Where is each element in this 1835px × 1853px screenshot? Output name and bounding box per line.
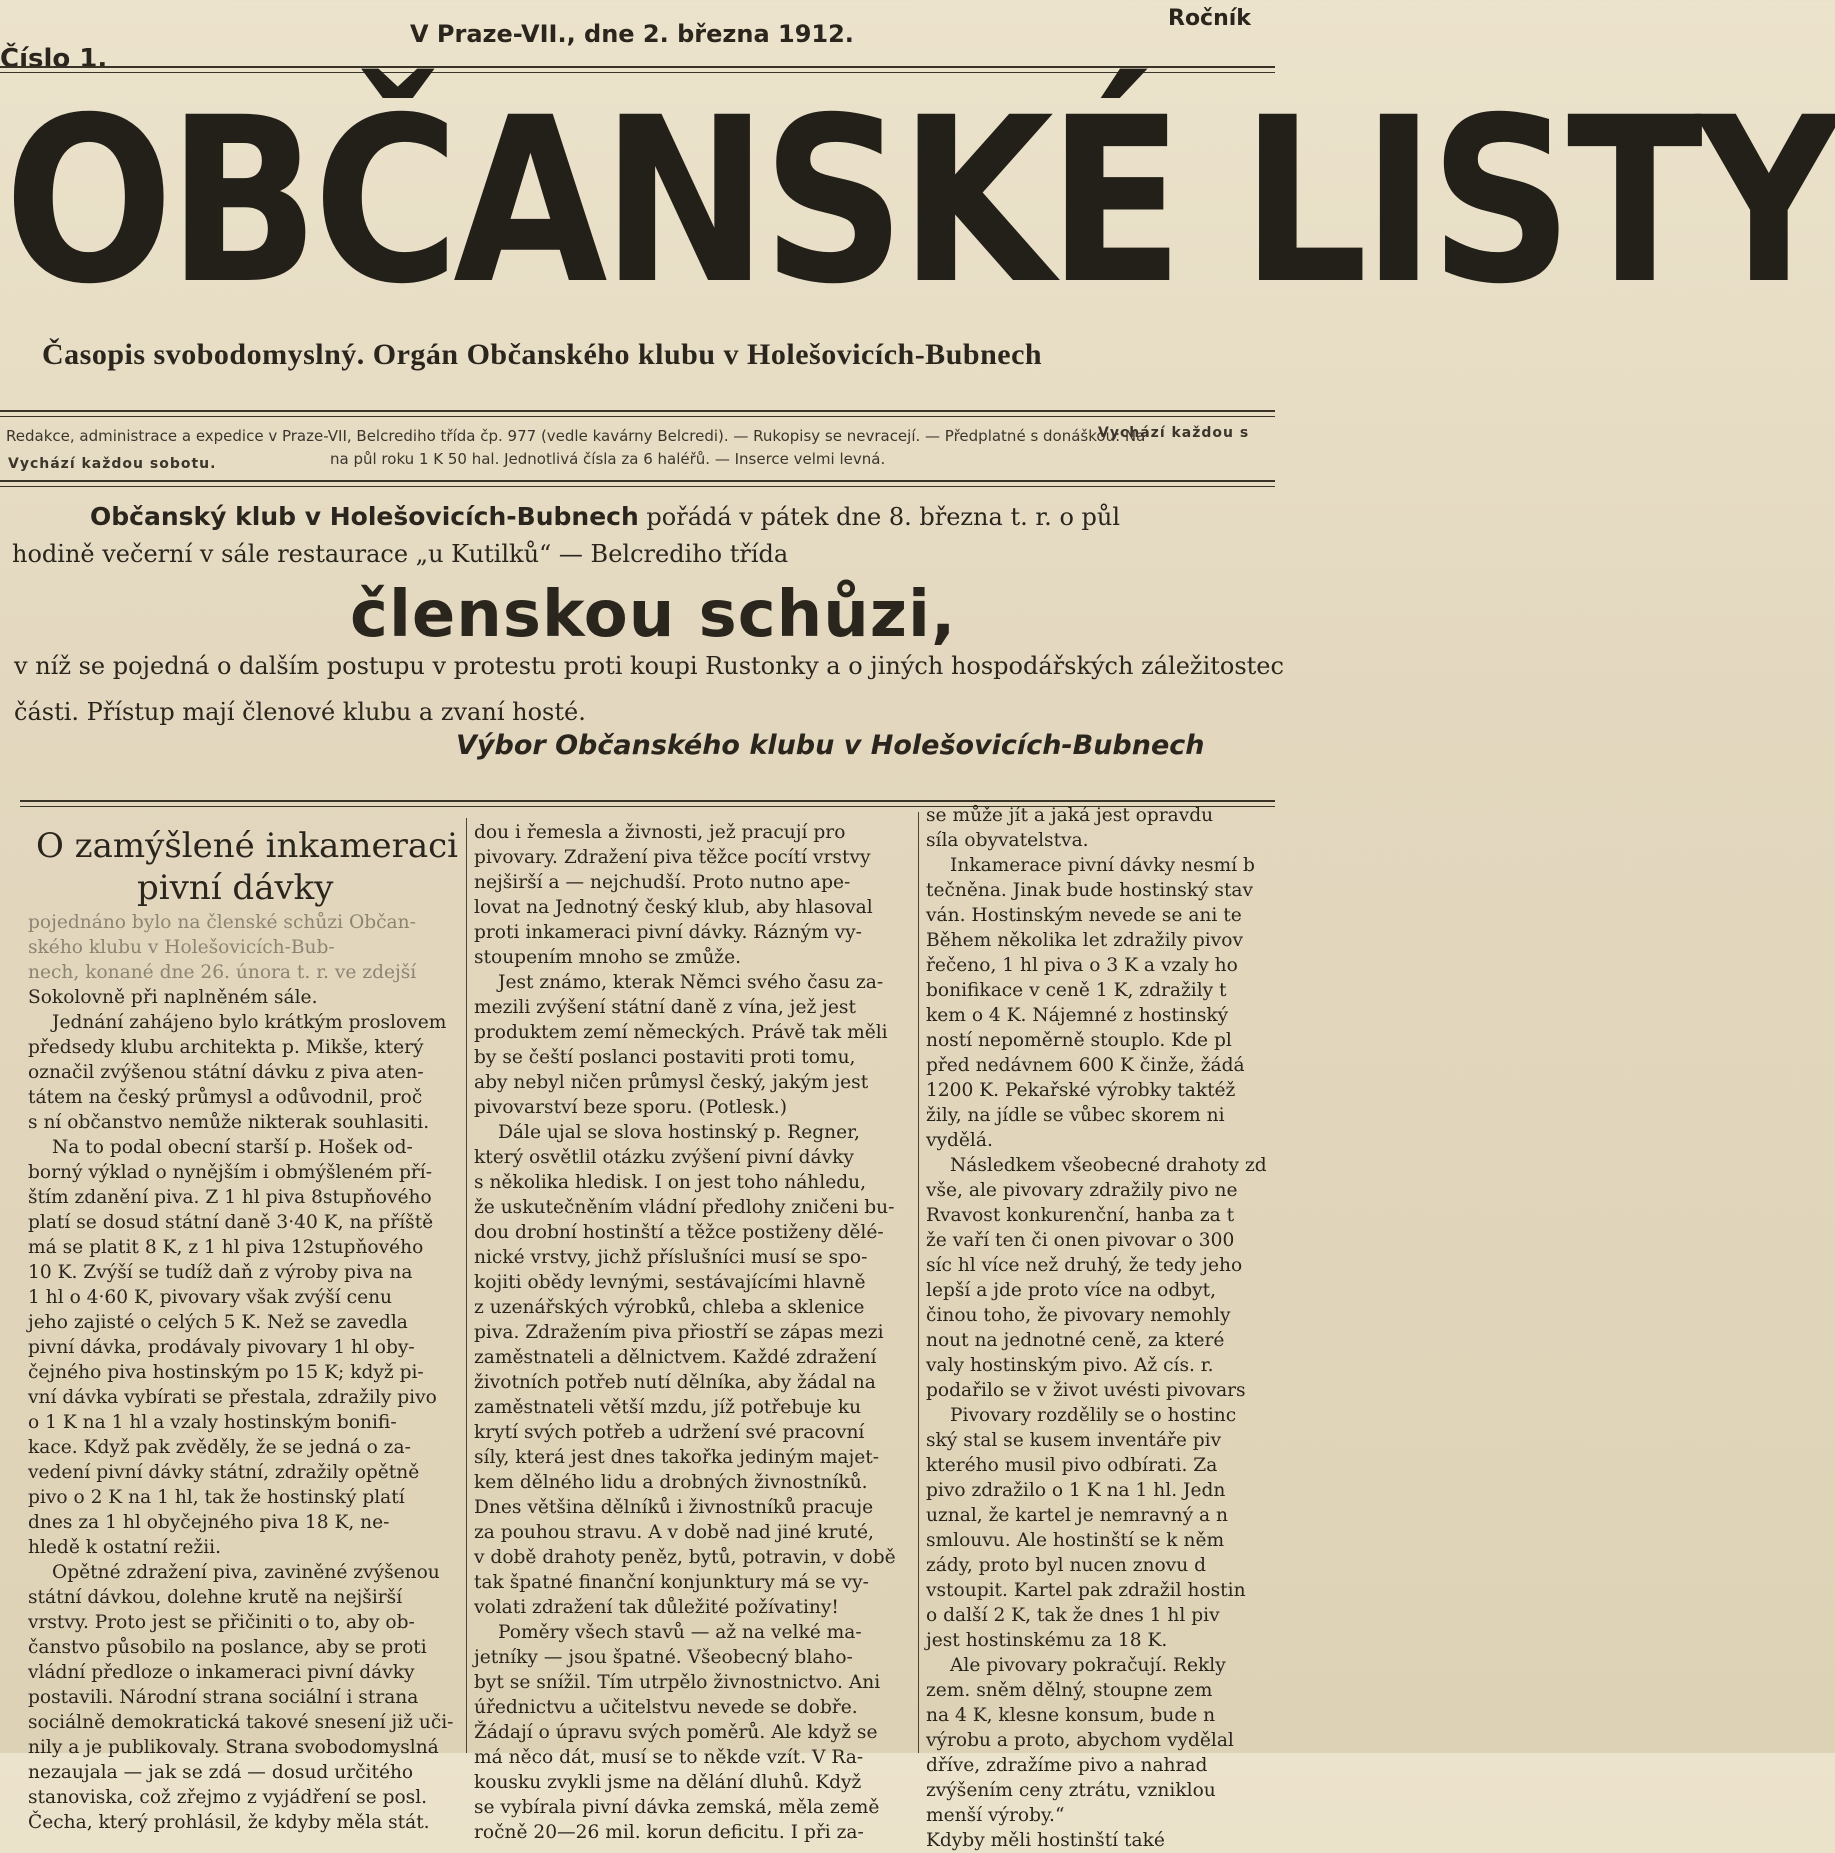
imprint-line-1: Redakce, administrace a expedice v Praze-VII, Belcrediho třída čp. 977 (vedle kavárny Belcredi). — Rukopisy se nevracejí. — Předplatné s donáškou: Na xyxy=(6,427,1146,445)
article-text-line: smlouvu. Ale hostinští se k něm xyxy=(926,1530,1225,1551)
article-text-line: Dále ujal se slova hostinský p. Regner, xyxy=(498,1122,860,1143)
article-text-line: platí se dosud státní daně 3·40 K, na příště xyxy=(28,1212,434,1233)
article-text-line: vše, ale pivovary zdražily pivo ne xyxy=(926,1180,1238,1201)
article-text-line: dnes za 1 hl obyčejného piva 18 K, ne- xyxy=(28,1512,390,1533)
article-text-line: proti inkameraci pivní dávky. Rázným vy- xyxy=(474,922,862,943)
article-text-line: byt se snížil. Tím utrpělo živnostnictvo. Ani xyxy=(474,1672,881,1693)
rule xyxy=(0,416,1275,417)
notice-line-4: části. Přístup mají členové klubu a zvaní hosté. xyxy=(14,698,586,726)
article-text-line: Opětné zdražení piva, zaviněné zvýšenou xyxy=(52,1562,440,1583)
article-text-line: postavili. Národní strana sociální i strana xyxy=(28,1687,419,1708)
article-text-line: lovat na Jednotný český klub, aby hlasoval xyxy=(474,897,873,918)
article-text-line: pivo o 2 K na 1 hl, tak že hostinský platí xyxy=(28,1487,405,1508)
article-column-3 xyxy=(926,803,1286,1853)
article-text-line: Sokolovně při naplněném sále. xyxy=(28,987,318,1008)
article-text-line: pivní dávka, prodávaly pivovary 1 hl oby- xyxy=(28,1337,415,1358)
article-text-line: nezaujala — jak se zdá — dosud určitého xyxy=(28,1762,414,1783)
rule xyxy=(0,486,1275,487)
article-column-1 xyxy=(28,910,458,1835)
article-text-line: čejného piva hostinským po 15 K; když pi- xyxy=(28,1362,424,1383)
rule xyxy=(0,480,1275,482)
article-text-line: o 1 K na 1 hl a vzaly hostinským bonifi- xyxy=(28,1412,397,1433)
article-text-line: z uzenářských výrobků, chleba a sklenice xyxy=(474,1297,865,1318)
imprint-right: Vychází každou s xyxy=(1098,425,1250,441)
article-text-line: ročně 20—26 mil. korun deficitu. I při za- xyxy=(474,1822,864,1843)
article-text-line: kojiti obědy levnými, sestávajícími hlavně xyxy=(474,1272,866,1293)
article-text-line: který osvětlil otázku zvýšení pivní dávky xyxy=(474,1147,854,1168)
article-text-line: vládní předloze o inkameraci pivní dávky xyxy=(28,1662,415,1683)
article-text-line: zvýšením ceny ztrátu, vzniklou xyxy=(926,1780,1216,1801)
article-text-line: že vaří ten či onen pivovar o 300 xyxy=(926,1230,1235,1251)
article-text-line: hledě k ostatní režii. xyxy=(28,1537,222,1558)
article-text-line: kousku zvykli jsme na dělání dluhů. Když xyxy=(474,1772,862,1793)
article-text-line: že uskutečněním vládní předlohy zničeni bu- xyxy=(474,1197,895,1218)
article-text-line: zaměstnateli a dělnictvem. Každé zdražení xyxy=(474,1347,877,1368)
article-text-line: štím zdanění piva. Z 1 hl piva 8stupňového xyxy=(28,1187,432,1208)
article-text-line: ností nepoměrně stouplo. Kde pl xyxy=(926,1030,1232,1051)
notice-line-3: v níž se pojedná o dalším postupu v protestu proti koupi Rustonky a o jiných hospodářských záležitostec xyxy=(14,652,1284,680)
article-text-line: volati zdražení tak důležité požívatiny! xyxy=(474,1597,839,1618)
notice-line-1-text: pořádá v pátek dne 8. března t. r. o půl xyxy=(638,503,1121,531)
notice-club-name: Občanský klub v Holešovicích-Bubnech xyxy=(90,502,639,531)
article-text-line: síc hl více než druhý, že tedy jeho xyxy=(926,1255,1243,1276)
article-text-line: vydělá. xyxy=(926,1130,993,1151)
issue-number: Číslo 1. xyxy=(0,44,108,74)
article-text-line: Jest známo, kterak Němci svého času za- xyxy=(498,972,884,993)
article-text-line: síla obyvatelstva. xyxy=(926,830,1089,851)
notice-signature: Výbor Občanského klubu v Holešovicích-Bubnech xyxy=(456,730,1205,761)
article-text-line: žily, na jídle se vůbec skorem ni xyxy=(926,1105,1225,1126)
article-text-line: uznal, že kartel je nemravný a n xyxy=(926,1505,1229,1526)
article-text-line: zaměstnateli větší mzdu, jíž potřebuje ku xyxy=(474,1397,862,1418)
article-text-line: sociálně demokratická takové snesení již uči- xyxy=(28,1712,454,1733)
article-text-line: podařilo se v život uvésti pivovars xyxy=(926,1380,1246,1401)
article-text-line: pojednáno bylo na členské schůzi Občan- xyxy=(28,912,416,933)
imprint-line-2: na půl roku 1 K 50 hal. Jednotlivá čísla za 6 haléřů. — Inserce velmi levná. xyxy=(330,450,886,468)
place-date: V Praze-VII., dne 2. března 1912. xyxy=(410,20,854,48)
article-text-line: tátem na český průmysl a odůvodnil, proč xyxy=(28,1087,423,1108)
article-text-line: kem o 4 K. Nájemné z hostinský xyxy=(926,1005,1229,1026)
article-text-line: nily a je publikovaly. Strana svobodomyslná xyxy=(28,1737,439,1758)
article-text-line: bonifikace v ceně 1 K, zdražily t xyxy=(926,980,1227,1001)
article-text-line: 1 hl o 4·60 K, pivovary však zvýší cenu xyxy=(28,1287,393,1308)
article-text-line: čanstvo působilo na poslance, aby se proti xyxy=(28,1637,427,1658)
column-divider xyxy=(466,818,467,1753)
article-text-line: jest hostinskému za 18 K. xyxy=(926,1630,1168,1651)
article-text-line: ského klubu v Holešovicích-Bub- xyxy=(28,937,335,958)
article-text-line: vstoupit. Kartel pak zdražil hostin xyxy=(926,1580,1246,1601)
article-text-line: vní dávka vybírati se přestala, zdražily pivo xyxy=(28,1387,437,1408)
article-text-line: životních potřeb nutí dělníka, aby žádal na xyxy=(474,1372,876,1393)
article-text-line: produktem zemí německých. Právě tak měli xyxy=(474,1022,888,1043)
article-text-line: státní dávkou, dolehne krutě na nejširší xyxy=(28,1587,403,1608)
article-text-line: v době drahoty peněz, bytů, potravin, v době xyxy=(474,1547,896,1568)
article-text-line: má se platit 8 K, z 1 hl piva 12stupňového xyxy=(28,1237,424,1258)
article-text-line: síly, která jest dnes takořka jediným majet- xyxy=(474,1447,879,1468)
article-text-line: Pivovary rozdělily se o hostinc xyxy=(950,1405,1237,1426)
article-text-line: pivo zdražilo o 1 K na 1 hl. Jedn xyxy=(926,1480,1226,1501)
article-text-line: kem dělného lidu a drobných živnostníků. xyxy=(474,1472,868,1493)
article-text-line: jetníky — jsou špatné. Všeobecný blaho- xyxy=(474,1647,853,1668)
article-text-line: tečněna. Jinak bude hostinský stav xyxy=(926,880,1254,901)
article-text-line: Následkem všeobecné drahoty zd xyxy=(950,1155,1267,1176)
volume-label: Ročník xyxy=(1168,6,1251,31)
article-text-line: menší výroby.“ xyxy=(926,1805,1065,1826)
article-text-line: valy hostinským pivo. Až cís. r. xyxy=(926,1355,1214,1376)
rule xyxy=(0,66,1275,68)
article-text-line: by se čeští poslanci postaviti proti tomu, xyxy=(474,1047,856,1068)
article-text-line: pivovarství beze sporu. (Potlesk.) xyxy=(474,1097,787,1118)
article-text-line: tak špatné finanční konjunktury má se vy- xyxy=(474,1572,869,1593)
imprint-publication-day: Vychází každou sobotu. xyxy=(8,456,217,472)
article-text-line: se vybírala pivní dávka zemská, měla země xyxy=(474,1797,880,1818)
article-text-line: piva. Zdražením piva přiostří se zápas mezi xyxy=(474,1322,884,1343)
masthead-title: OBČANSKÉ LISTY xyxy=(4,68,1835,335)
article-text-line: kace. Když pak zvěděly, že se jedná o za- xyxy=(28,1437,411,1458)
article-text-line: na 4 K, klesne konsum, bude n xyxy=(926,1705,1216,1726)
article-text-line: Rvavost konkurenční, hanba za t xyxy=(926,1205,1235,1226)
article-text-line: borný výklad o nynějším i obmýšleném pří- xyxy=(28,1162,432,1183)
article-text-line: řečeno, 1 hl piva o 3 K a vzaly ho xyxy=(926,955,1238,976)
article-text-line: za pouhou stravu. A v době nad jiné kruté, xyxy=(474,1522,874,1543)
article-text-line: Poměry všech stavů — až na velké ma- xyxy=(498,1622,862,1643)
article-text-line: se může jít a jaká jest opravdu xyxy=(926,805,1214,826)
rule xyxy=(0,410,1275,412)
article-text-line: činou toho, že pivovary nemohly xyxy=(926,1305,1231,1326)
article-text-line: dou drobní hostinští a těžce postiženy dělé- xyxy=(474,1222,884,1243)
article-text-line: vedení pivní dávky státní, zdražily opětně xyxy=(28,1462,420,1483)
article-text-line: ský stal se kusem inventáře piv xyxy=(926,1430,1222,1451)
rule xyxy=(20,800,1275,802)
article-text-line: stanoviska, což zřejmo z vyjádření se posl. xyxy=(28,1787,428,1808)
article-text-line: Čecha, který prohlásil, že kdyby měla stát. xyxy=(28,1812,430,1833)
article-text-line: dou i řemesla a živnosti, jež pracují pro xyxy=(474,822,846,843)
article-text-line: Na to podal obecní starší p. Hošek od- xyxy=(52,1137,413,1158)
article-text-line: Ale pivovary pokračují. Rekly xyxy=(950,1655,1226,1676)
article-text-line: Dnes většina dělníků i živnostníků pracuje xyxy=(474,1497,874,1518)
notice-headline: členskou schůzi, xyxy=(350,578,957,652)
article-column-2 xyxy=(474,820,924,1845)
article-text-line: krytí svých potřeb a udržení své pracovní xyxy=(474,1422,865,1443)
article-text-line: úřednictvu a učitelstvu nevede se dobře. xyxy=(474,1697,858,1718)
masthead-subtitle: Časopis svobodomyslný. Orgán Občanského klubu v Holešovicích-Bubnech xyxy=(42,338,1043,371)
article-text-line: Žádají o úpravu svých poměrů. Ale když se xyxy=(474,1722,878,1743)
article-text-line: ván. Hostinským nevede se ani te xyxy=(926,905,1242,926)
article-text-line: Inkamerace pivní dávky nesmí b xyxy=(950,855,1255,876)
article-text-line: nech, konané dne 26. února t. r. ve zdejší xyxy=(28,962,417,983)
article-text-line: s několika hledisk. I on jest toho náhledu, xyxy=(474,1172,867,1193)
article-text-line: s ní občanstvo nemůže nikterak souhlasiti. xyxy=(28,1112,430,1133)
article-title: pivní dávky xyxy=(137,868,334,908)
article-text-line: Jednání zahájeno bylo krátkým proslovem xyxy=(52,1012,447,1033)
article-text-line: lepší a jde proto více na odbyt, xyxy=(926,1280,1217,1301)
article-text-line: vrstvy. Proto jest se přičiniti o to, aby ob- xyxy=(28,1612,415,1633)
article-text-line: stoupením mnoho se zmůže. xyxy=(474,947,742,968)
article-text-line: 1200 K. Pekařské výrobky taktéž xyxy=(926,1080,1236,1101)
article-text-line: o další 2 K, tak že dnes 1 hl piv xyxy=(926,1605,1220,1626)
article-text-line: zem. sněm dělný, stoupne zem xyxy=(926,1680,1213,1701)
article-text-line: aby nebyl ničen průmysl český, jakým jest xyxy=(474,1072,869,1093)
article-text-line: označil zvýšenou státní dávku z piva aten- xyxy=(28,1062,424,1083)
article-text-line: předsedy klubu architekta p. Mikše, který xyxy=(28,1037,424,1058)
article-text-line: nické vrstvy, jichž příslušníci musí se spo- xyxy=(474,1247,868,1268)
article-text-line: zády, proto byl nucen znovu d xyxy=(926,1555,1206,1576)
article-text-line: dříve, zdražíme pivo a nahrad xyxy=(926,1755,1208,1776)
article-text-line: jeho zajisté o celých 5 K. Než se zavedla xyxy=(28,1312,408,1333)
article-text-line: před nedávnem 600 K činže, žádá xyxy=(926,1055,1245,1076)
article-text-line: pivovary. Zdražení piva těžce pocítí vrstvy xyxy=(474,847,871,868)
notice-line-1 xyxy=(90,502,1120,531)
article-text-line: Kdyby měli hostinští také xyxy=(926,1830,1165,1851)
article-title: O zamýšlené inkameraci xyxy=(36,826,459,866)
article-text-line: výrobu a proto, abychom vydělal xyxy=(926,1730,1234,1751)
article-text-line: kterého musil pivo odbírati. Za xyxy=(926,1455,1218,1476)
article-text-line: nout na jednotné ceně, za které xyxy=(926,1330,1225,1351)
article-text-line: Během několika let zdražily pivov xyxy=(926,930,1243,951)
article-text-line: 10 K. Zvýší se tudíž daň z výroby piva na xyxy=(28,1262,413,1283)
notice-line-2: hodině večerní v sále restaurace „u Kutilků“ — Belcrediho třída xyxy=(12,540,789,568)
article-text-line: mezili zvýšení státní daně z vína, jež jest xyxy=(474,997,856,1018)
article-text-line: má něco dát, musí se to někde vzít. V Ra- xyxy=(474,1747,864,1768)
article-text-line: nejširší a — nejchudší. Proto nutno ape- xyxy=(474,872,851,893)
